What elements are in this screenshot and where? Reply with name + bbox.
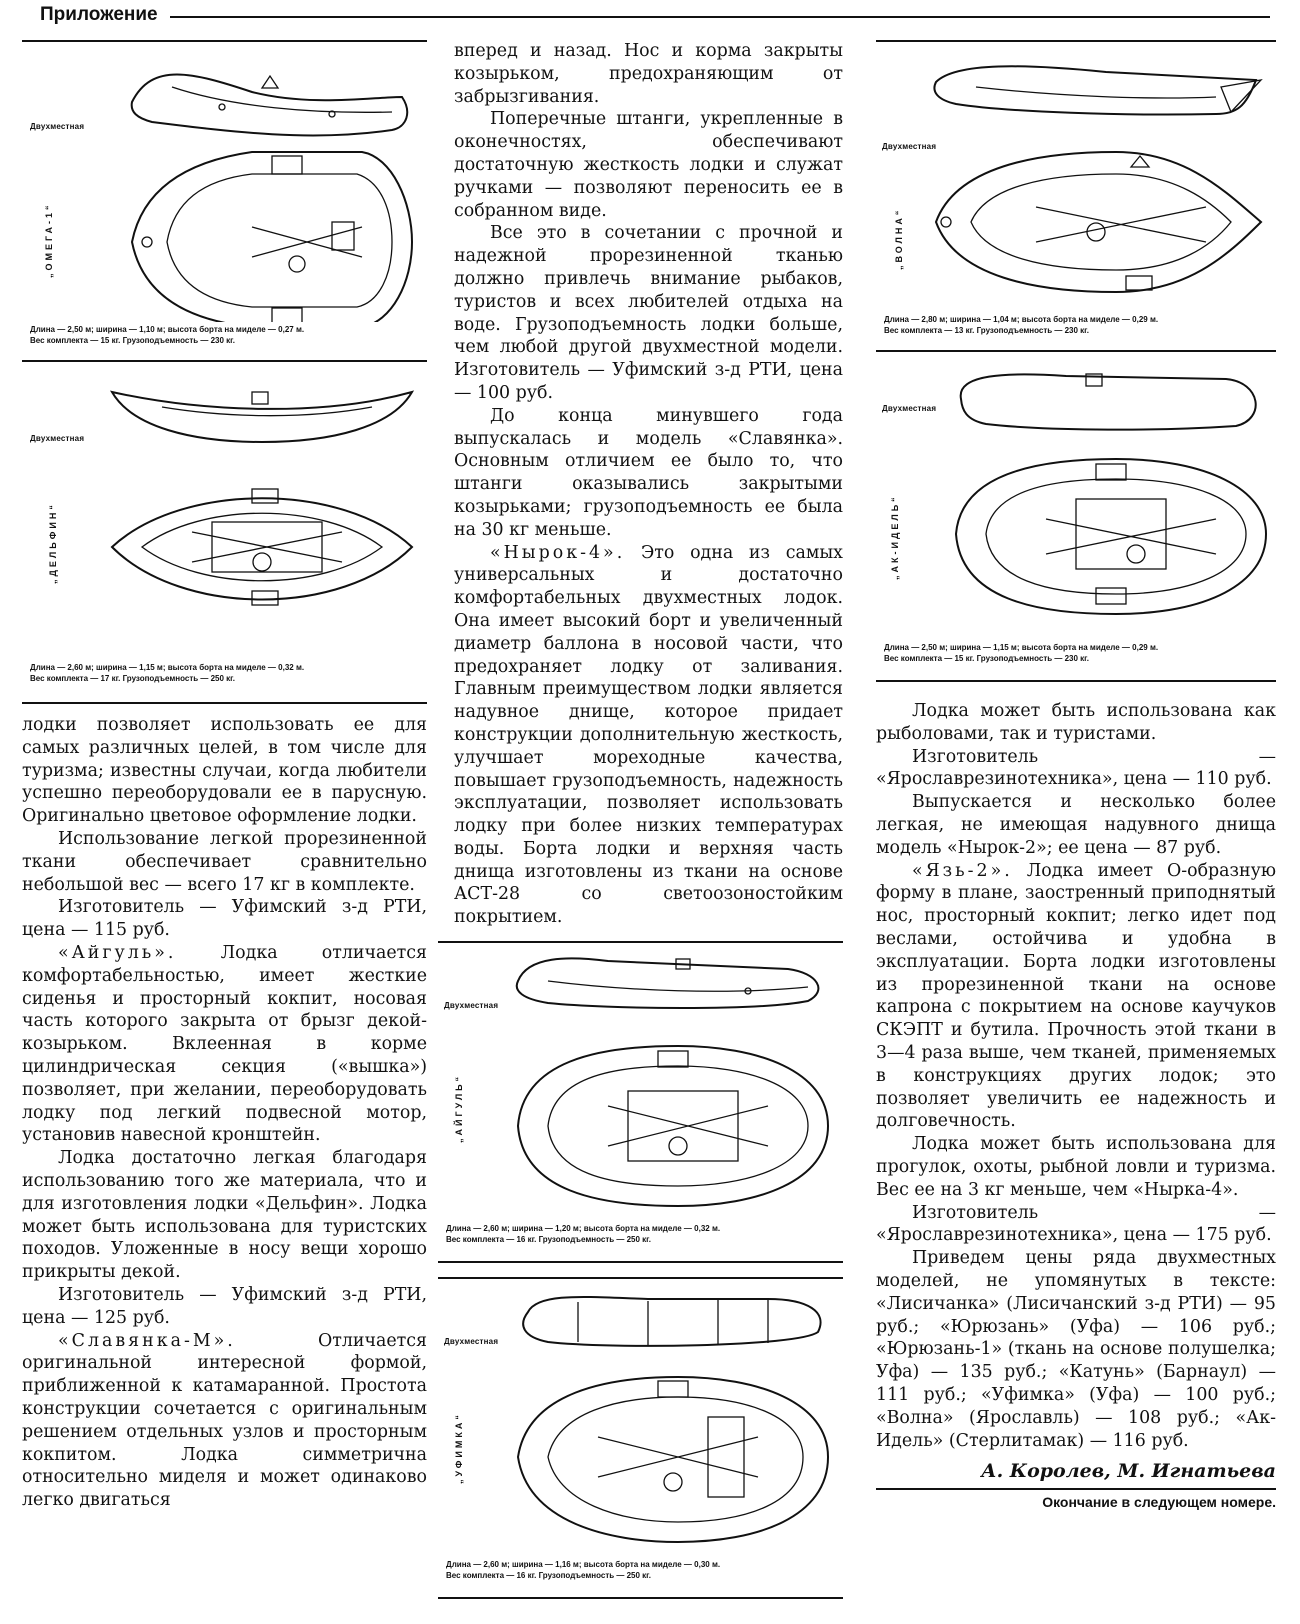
figure-ufimka <box>438 1277 843 1599</box>
paragraph: «Славянка-М». Отличается оригинальной интересной формой, приближенной к катамаранной. Простота конструкции сочетается с оригинальным решением отдельных узлов и просторным кокпитом. Лодка симметрична относительно миделя и может одинаково легко двигаться <box>22 1330 427 1511</box>
boat-name: «Айгуль». <box>58 942 177 963</box>
paragraph: Использование легкой прорезиненной ткани обеспечивает сравнительно небольшой вес — всего 17 кг в комплекте. <box>22 828 427 895</box>
paragraph: До конца минувшего года выпускалась и модель «Славянка». Основным отличием ее было то, что штанги оказывались закрытыми козырьками; грузоподъемность ее была на 30 кг меньше. <box>454 405 843 540</box>
paragraph: «Нырок-4». Это одна из самых универсальных и достаточно комфортабельных двухместных лодок. Она имеет высокий борт и увеличенный диаметр баллона в носовой части, что предохраняет лодку от заливания. Главным преимуществом лодки является надувное днище, которое придает конструкции дополнительную жесткость, улучшает мореходные качества, повышает грузоподъемность, надежность эксплуатации, позволяет использовать лодку при более низких температурах воды. Борта лодки и верхняя часть днища изготовлены из ткани на основе АСТ-28 со светоозоностойким покрытием. <box>454 542 843 928</box>
specs-line-2: Вес комплекта — 15 кг. Грузоподъемность — 230 кг. <box>30 336 235 345</box>
paragraph: Лодка может быть использована для прогулок, охоты, рыбной ловли и туризма. Вес ее на 3 кг меньше, чем «Нырка-4». <box>876 1134 1276 1200</box>
article-text-column-2 <box>438 40 843 929</box>
boat-drawing-omega-1 <box>112 52 422 322</box>
boat-specs <box>446 1559 839 1581</box>
specs-line-1: Длина — 2,50 м; ширина — 1,15 м; высота борта на миделе — 0,29 м. <box>884 643 1159 652</box>
figure-omega-1 <box>22 40 427 362</box>
boat-specs <box>884 314 1272 336</box>
authors-signature: А. Королев, М. Игнатьева <box>981 1460 1276 1483</box>
specs-line-2: Вес комплекта — 13 кг. Грузоподъемность — 230 кг. <box>884 326 1089 335</box>
boat-drawing-delfin <box>102 372 422 642</box>
end-rule <box>876 1488 1276 1490</box>
specs-line-2: Вес комплекта — 15 кг. Грузоподъемность — 230 кг. <box>884 654 1089 663</box>
boat-drawing-ak-idel <box>946 364 1271 634</box>
boat-specs <box>446 1223 839 1245</box>
figure-aigul <box>438 941 843 1263</box>
boat-drawing-volna <box>926 52 1271 317</box>
paragraph: «Язь-2». Лодка имеет О-образную форму в плане, заостренный приподнятый нос, просторный кокпит; легко идет под веслами, остойчива и удобна в эксплуатации. Борта лодки изготовлены из прорезиненной ткани на основе капрона с покрытием на основе каучуков СКЭПТ и бутила. Прочность этой ткани в 3—4 раза выше, чем тканей, применяемых в конструкциях других лодок; это позволяет увеличить ее надежность и долговечность. <box>876 860 1276 1132</box>
paragraph: Изготовитель — Уфимский з-д РТИ, цена — 125 руб. <box>22 1284 427 1328</box>
boat-capacity-label: Двухместная <box>882 404 937 413</box>
boat-name-label: „ДЕЛЬФИН“ <box>48 502 58 584</box>
article-text-column-1 <box>22 714 427 1512</box>
boat-drawing-ufimka <box>508 1287 838 1552</box>
figure-delfin <box>22 362 427 704</box>
figure-ak-idel <box>876 352 1276 682</box>
boat-name: «Язь-2». <box>912 860 1013 881</box>
paragraph: Поперечные штанги, укрепленные в оконечностях, обеспечивают достаточную жесткость лодки и служат ручками — позволяют переносить ее в собранном виде. <box>454 109 843 221</box>
boat-capacity-label: Двухместная <box>444 1337 499 1347</box>
boat-name-label: „АЙГУЛЬ“ <box>454 1073 464 1144</box>
boat-name: «Нырок-4». <box>490 542 626 563</box>
paragraph: Лодка достаточно легкая благодаря использованию того же материала, что и для изготовления лодки «Дельфин». Лодка может быть использована для туристских походов. Уложенные в носу вещи хорошо прикрыты декой. <box>22 1148 427 1283</box>
column-2 <box>438 40 843 1599</box>
continued-note: Окончание в следующем номере. <box>1042 1494 1276 1511</box>
boat-specs <box>30 662 423 684</box>
boat-capacity-label: Двухместная <box>30 434 85 443</box>
boat-specs <box>884 642 1272 664</box>
page-header <box>40 4 1270 34</box>
specs-line-1: Длина — 2,60 м; ширина — 1,20 м; высота борта на миделе — 0,32 м. <box>446 1224 721 1234</box>
figure-volna <box>876 40 1276 352</box>
column-1 <box>22 40 427 1512</box>
column-3 <box>876 40 1276 1510</box>
header-rule <box>170 16 1270 18</box>
paragraph: Выпускается и несколько более легкая, не имеющая надувного днища модель «Нырок-2»; ее цена — 87 руб. <box>876 792 1276 858</box>
paragraph: вперед и назад. Нос и корма закрыты козырьком, предохраняющим от забрызгивания. <box>454 41 843 107</box>
specs-line-1: Длина — 2,60 м; ширина — 1,16 м; высота борта на миделе — 0,30 м. <box>446 1560 721 1570</box>
boat-name-label: „ВОЛНА“ <box>894 207 904 270</box>
paragraph: Приведем цены ряда двухместных моделей, не упомянутых в тексте: «Лисичанка» (Лисичанский з-д РТИ) — 95 руб.; «Юрюзань» (Уфа) — 106 руб.; «Юрюзань-1» (ткань на основе полушелка; Уфа) — 135 руб.; «Катунь» (Барнаул) — 111 руб.; «Уфимка» (Уфа) — 100 руб.; «Волна» (Ярославль) — 108 руб.; «Ак-Идель» (Стерлитамак) — 116 руб. <box>876 1248 1276 1451</box>
boat-capacity-label: Двухместная <box>30 122 85 131</box>
specs-line-2: Вес комплекта — 17 кг. Грузоподъемность — 250 кг. <box>30 674 235 683</box>
boat-drawing-aigul <box>508 951 838 1211</box>
article-text-column-3 <box>876 700 1276 1452</box>
boat-capacity-label: Двухместная <box>444 1001 499 1011</box>
paragraph: Лодка может быть использована как рыболовами, так и туристами. <box>876 701 1276 744</box>
boat-specs <box>30 324 423 346</box>
paragraph: Изготовитель — Уфимский з-д РТИ, цена — 115 руб. <box>22 897 427 941</box>
paragraph: Изготовитель — «Ярославрезинотехника», цена — 110 руб. <box>876 746 1276 790</box>
paragraph: «Айгуль». Лодка отличается комфортабельностью, имеет жесткие сиденья и просторный кокпит, носовая часть которого закрыта от брызг декой-козырьком. Вклеенная в корме цилиндрическая секция («вышка») позволяет, при желании, переоборудовать лодку под легкий подвесной мотор, установив навесной кронштейн. <box>22 942 427 1146</box>
specs-line-1: Длина — 2,50 м; ширина — 1,10 м; высота борта на миделе — 0,27 м. <box>30 325 305 334</box>
boat-capacity-label: Двухместная <box>882 142 937 151</box>
paragraph: Все это в сочетании с прочной и надежной прорезиненной тканью должно привлечь внимание рыбаков, туристов и всех любителей отдыха на воде. Грузоподъемность лодки больше, чем любой другой двухместной модели. Изготовитель — Уфимский з-д РТИ, цена — 100 руб. <box>454 223 843 403</box>
specs-line-2: Вес комплекта — 16 кг. Грузоподъемность — 250 кг. <box>446 1235 651 1245</box>
specs-line-1: Длина — 2,60 м; ширина — 1,15 м; высота борта на миделе — 0,32 м. <box>30 663 305 672</box>
section-title: Приложение <box>40 4 164 26</box>
boat-name-label: „ОМЕГА-1“ <box>44 202 54 278</box>
boat-name-label: „УФИМКА“ <box>454 1412 464 1485</box>
boat-name-label: „АК-ИДЕЛЬ“ <box>890 494 900 580</box>
specs-line-1: Длина — 2,80 м; ширина — 1,04 м; высота борта на миделе — 0,29 м. <box>884 315 1159 324</box>
boat-name: «Славянка-М». <box>58 1330 236 1351</box>
paragraph: лодки позволяет использовать ее для самых различных целей, в том числе для туризма; известны случаи, когда любители успешно переоборудовали ее в парусную. Оригинально цветовое оформление лодки. <box>22 715 427 827</box>
specs-line-2: Вес комплекта — 16 кг. Грузоподъемность — 250 кг. <box>446 1571 651 1581</box>
paragraph: Изготовитель — «Ярославрезинотехника», цена — 175 руб. <box>876 1202 1276 1246</box>
